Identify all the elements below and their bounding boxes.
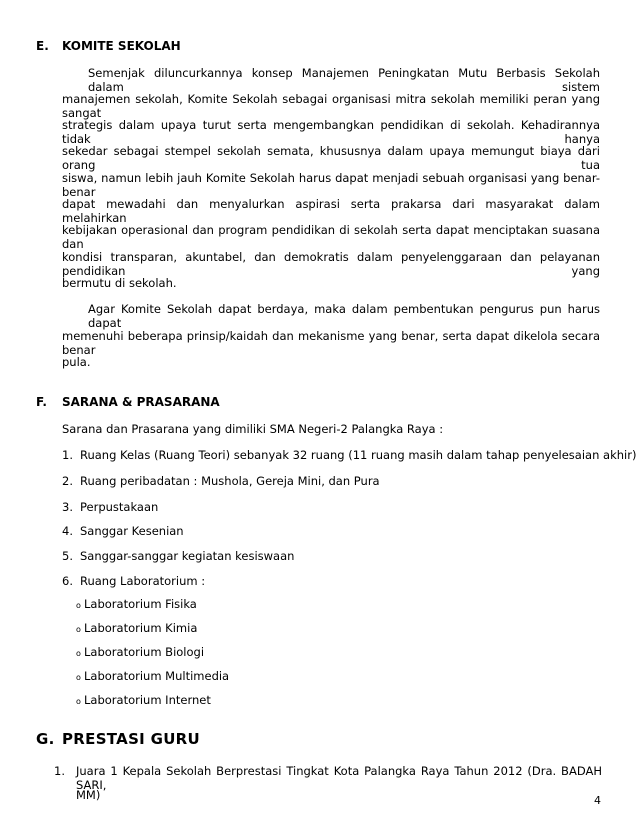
f-item-2-text: Ruang peribadatan : Mushola, Gereja Mini, dan Pura — [80, 474, 380, 488]
e-p2-line-2: memenuhi beberapa prinsip/kaidah dan mekanisme yang benar, serta dapat dikelola secara benar — [62, 329, 600, 357]
lab-5-bullet-icon: o — [76, 697, 81, 706]
e-p2-line-3: pula. — [62, 355, 91, 369]
f-item-2-num: 2. — [62, 474, 73, 488]
e-p1-line-8: kondisi transparan, akuntabel, dan demokratis dalam penyelenggaraan dan pelayanan pendidikan yang — [62, 250, 600, 278]
lab-4-text: Laboratorium Multimedia — [84, 669, 230, 683]
section-f-title: SARANA & PRASARANA — [62, 395, 220, 409]
f-item-6-text: Ruang Laboratorium : — [80, 574, 206, 588]
g-item-1-line2: MM) — [76, 788, 101, 802]
lab-2-bullet-icon: o — [76, 625, 81, 634]
f-intro: Sarana dan Prasarana yang dimiliki SMA Negeri-2 Palangka Raya : — [62, 422, 444, 436]
lab-1-bullet-icon: o — [76, 601, 81, 610]
lab-2-text: Laboratorium Kimia — [84, 621, 198, 635]
f-item-4-text: Sanggar Kesenian — [80, 524, 184, 538]
section-e-title: KOMITE SEKOLAH — [62, 39, 181, 53]
e-p1-line-6: dapat mewadahi dan menyalurkan aspirasi serta prakarsa dari masyarakat dalam melahirkan — [62, 197, 600, 225]
section-g-letter: G. — [36, 730, 55, 748]
lab-4-bullet-icon: o — [76, 673, 81, 682]
e-p1-line-2: manajemen sekolah, Komite Sekolah sebagai organisasi mitra sekolah memiliki peran yang sangat — [62, 92, 600, 120]
lab-3-bullet-icon: o — [76, 649, 81, 658]
lab-1-text: Laboratorium Fisika — [84, 597, 197, 611]
section-f-letter: F. — [36, 395, 47, 409]
g-item-1-line1: Juara 1 Kepala Sekolah Berprestasi Tingkat Kota Palangka Raya Tahun 2012 (Dra. BADAH SARI, — [76, 764, 602, 792]
f-item-3-text: Perpustakaan — [80, 500, 159, 514]
section-e-letter: E. — [36, 39, 49, 53]
f-item-6-num: 6. — [62, 574, 73, 588]
e-p2-line-1: Agar Komite Sekolah dapat berdaya, maka dalam pembentukan pengurus pun harus dapat — [88, 302, 600, 330]
f-item-3-num: 3. — [62, 500, 73, 514]
g-item-1-num: 1. — [54, 764, 65, 778]
e-p1-line-1: Semenjak diluncurkannya konsep Manajemen Peningkatan Mutu Berbasis Sekolah dalam sistem — [88, 66, 600, 94]
f-item-5-text: Sanggar-sanggar kegiatan kesiswaan — [80, 549, 295, 563]
section-g-title: PRESTASI GURU — [62, 730, 200, 748]
e-p1-line-5: siswa, namun lebih jauh Komite Sekolah harus dapat menjadi sebuah organisasi yang benar-benar — [62, 171, 600, 199]
f-item-1-num: 1. — [62, 448, 73, 462]
f-item-5-num: 5. — [62, 549, 73, 563]
e-p1-line-7: kebijakan operasional dan program pendidikan di sekolah serta dapat menciptakan suasana dan — [62, 223, 600, 251]
e-p1-line-4: sekedar sebagai stempel sekolah semata, khususnya dalam upaya memungut biaya dari orang tua — [62, 144, 600, 172]
f-item-1-text: Ruang Kelas (Ruang Teori) sebanyak 32 ruang (11 ruang masih dalam tahap penyelesaian akhir) — [80, 448, 637, 462]
lab-5-text: Laboratorium Internet — [84, 693, 211, 707]
page-number: 4 — [594, 794, 601, 807]
f-item-4-num: 4. — [62, 524, 73, 538]
lab-3-text: Laboratorium Biologi — [84, 645, 205, 659]
e-p1-line-3: strategis dalam upaya turut serta mengembangkan pendidikan di sekolah. Kehadirannya tidak hanya — [62, 118, 600, 146]
e-p1-line-9: bermutu di sekolah. — [62, 276, 177, 290]
